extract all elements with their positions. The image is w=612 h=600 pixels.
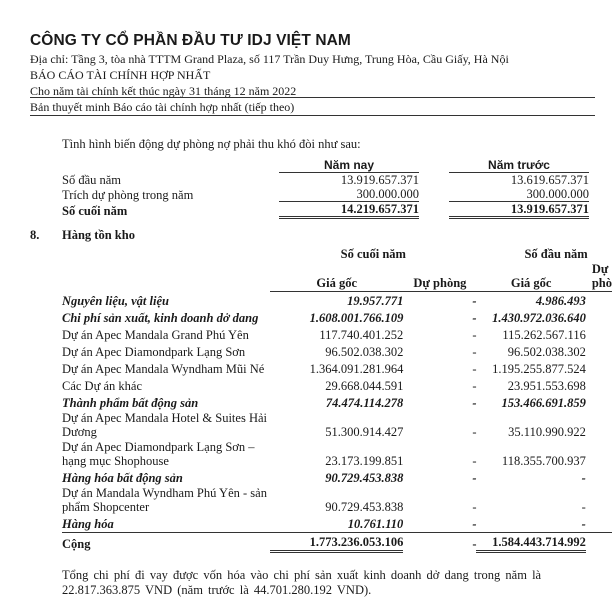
inventory-subheader	[62, 262, 612, 292]
header-rule-bottom	[30, 115, 595, 116]
header-rule-top	[30, 97, 595, 98]
col-cost2-header: Giá gốc	[476, 262, 585, 292]
inventory-row: Các Dự án khác 29.668.044.591 - 23.951.553.698	[62, 379, 586, 393]
inventory-row: Dự án Apec Mandala Hotel & Suites Hải Dương 51.300.914.427 - 35.110.990.922	[62, 411, 586, 439]
provision-row: Số đầu năm 13.919.657.371 13.619.657.371	[62, 173, 589, 187]
provision-total-row: Số cuối năm 14.219.657.371 13.919.657.371	[62, 202, 589, 218]
col-prior-header: Năm trước	[449, 158, 589, 173]
inventory-row: Dự án Apec Diamondpark Lạng Sơn 96.502.038.302 - 96.502.038.302	[62, 345, 586, 359]
section-title: Hàng tồn kho	[62, 228, 135, 242]
group-beginning-of-year: Số đầu năm	[524, 247, 588, 261]
inventory-group-header	[62, 247, 612, 262]
provision-header-row	[62, 158, 589, 173]
inventory-total-row: Cộng 1.773.236.053.106 - 1.584.443.714.992	[62, 533, 612, 552]
col-current-header: Năm nay	[279, 158, 419, 173]
inventory-row: Nguyên liệu, vật liệu 19.957.771 - 4.986.493	[62, 294, 586, 308]
provision-row: Trích dự phòng trong năm 300.000.000 300.000.000	[62, 187, 589, 202]
inventory-row: Chi phí sản xuất, kinh doanh dở dang 1.608.001.766.109 - 1.430.972.036.640	[62, 311, 586, 325]
col-provision2-header: Dự phò	[586, 262, 612, 292]
group-end-of-year: Số cuối năm	[340, 247, 406, 261]
provision-table	[62, 158, 589, 219]
company-address: Địa chỉ: Tầng 3, tòa nhà TTTM Grand Plaza, số 117 Trần Duy Hưng, Trung Hòa, Cầu Giấy, Hà Nội	[30, 52, 509, 66]
inventory-table	[62, 247, 612, 553]
inventory-row: Thành phẩm bất động sản 74.474.114.278 - 153.466.691.859	[62, 396, 586, 410]
company-name: CÔNG TY CỔ PHẦN ĐẦU TƯ IDJ VIỆT NAM	[30, 32, 351, 49]
inventory-row: Dự án Mandala Wyndham Phú Yên - sản phẩm Shopcenter 90.729.453.838 - -	[62, 486, 586, 514]
provision-intro: Tình hình biến động dự phòng nợ phải thu khó đòi như sau:	[62, 137, 361, 151]
inventory-row: Dự án Apec Diamondpark Lạng Sơn – hạng mục Shophouse 23.173.199.851 - 118.355.700.937	[62, 440, 586, 468]
report-title: BÁO CÁO TÀI CHÍNH HỢP NHẤT	[30, 68, 211, 82]
inventory-row: Hàng hóa bất động sản 90.729.453.838 - -	[62, 471, 586, 485]
col-provision-header: Dự phòng	[403, 262, 476, 292]
col-cost-header: Giá gốc	[270, 262, 403, 292]
borrowing-cost-note: Tổng chi phí đi vay được vốn hóa vào chi phí sản xuất kinh doanh dở dang trong năm là 22.817.363.875 VND (năm trước là 44.701.280.192 VND).	[62, 568, 542, 597]
section-number: 8.	[30, 228, 40, 242]
inventory-row: Dự án Apec Mandala Grand Phú Yên 117.740.401.252 - 115.262.567.116	[62, 328, 586, 342]
report-period: Cho năm tài chính kết thúc ngày 31 tháng 12 năm 2022	[30, 84, 297, 98]
inventory-row: Hàng hóa 10.761.110 - -	[62, 517, 586, 531]
inventory-row: Dự án Apec Mandala Wyndham Mũi Né 1.364.091.281.964 - 1.195.255.877.524	[62, 362, 586, 376]
section-subtitle: Bản thuyết minh Báo cáo tài chính hợp nhất (tiếp theo)	[30, 100, 295, 114]
